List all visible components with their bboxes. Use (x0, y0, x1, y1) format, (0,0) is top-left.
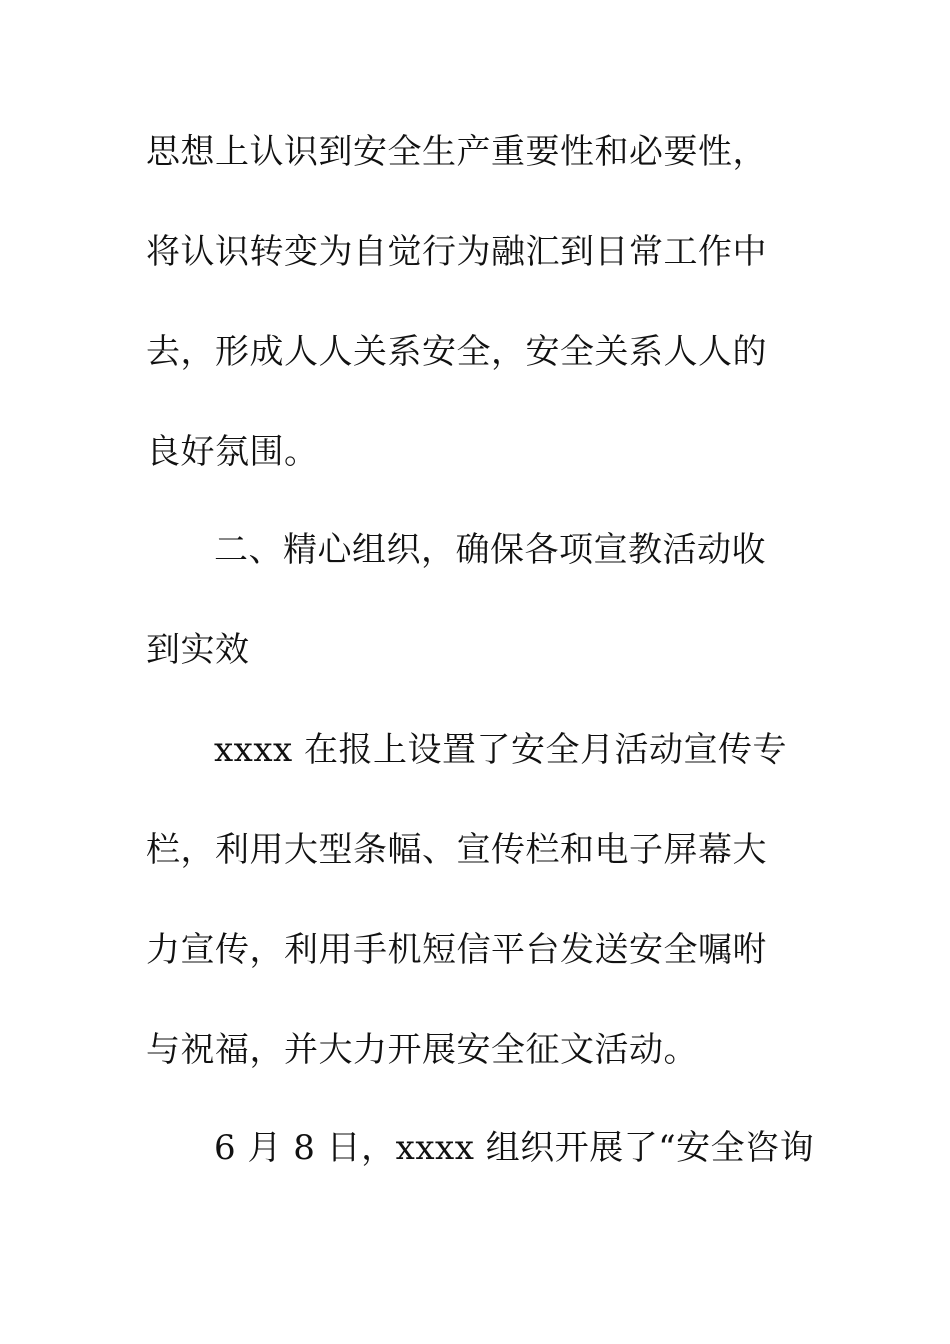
paragraph-line-4: 与祝福，并大力开展安全征文活动。 (146, 1030, 698, 1070)
section-heading-line-1: 二、精心组织，确保各项宣教活动收 (214, 530, 766, 570)
text-line-1: 思想上认识到安全生产重要性和必要性， (146, 132, 767, 172)
paragraph-line-3: 力宣传，利用手机短信平台发送安全嘱咐 (146, 930, 767, 970)
text-line-2: 将认识转变为自觉行为融汇到日常工作中 (146, 232, 767, 272)
paragraph-line-1: xxxx 在报上设置了安全月活动宣传专 (214, 730, 788, 770)
text-line-3: 去，形成人人关系安全，安全关系人人的 (146, 332, 767, 372)
section-heading-line-2: 到实效 (146, 630, 250, 670)
paragraph-line-5: 6 月 8 日，xxxx 组织开展了“安全咨询 (214, 1128, 815, 1168)
paragraph-line-2: 栏，利用大型条幅、宣传栏和电子屏幕大 (146, 830, 767, 870)
text-line-4: 良好氛围。 (146, 432, 319, 472)
